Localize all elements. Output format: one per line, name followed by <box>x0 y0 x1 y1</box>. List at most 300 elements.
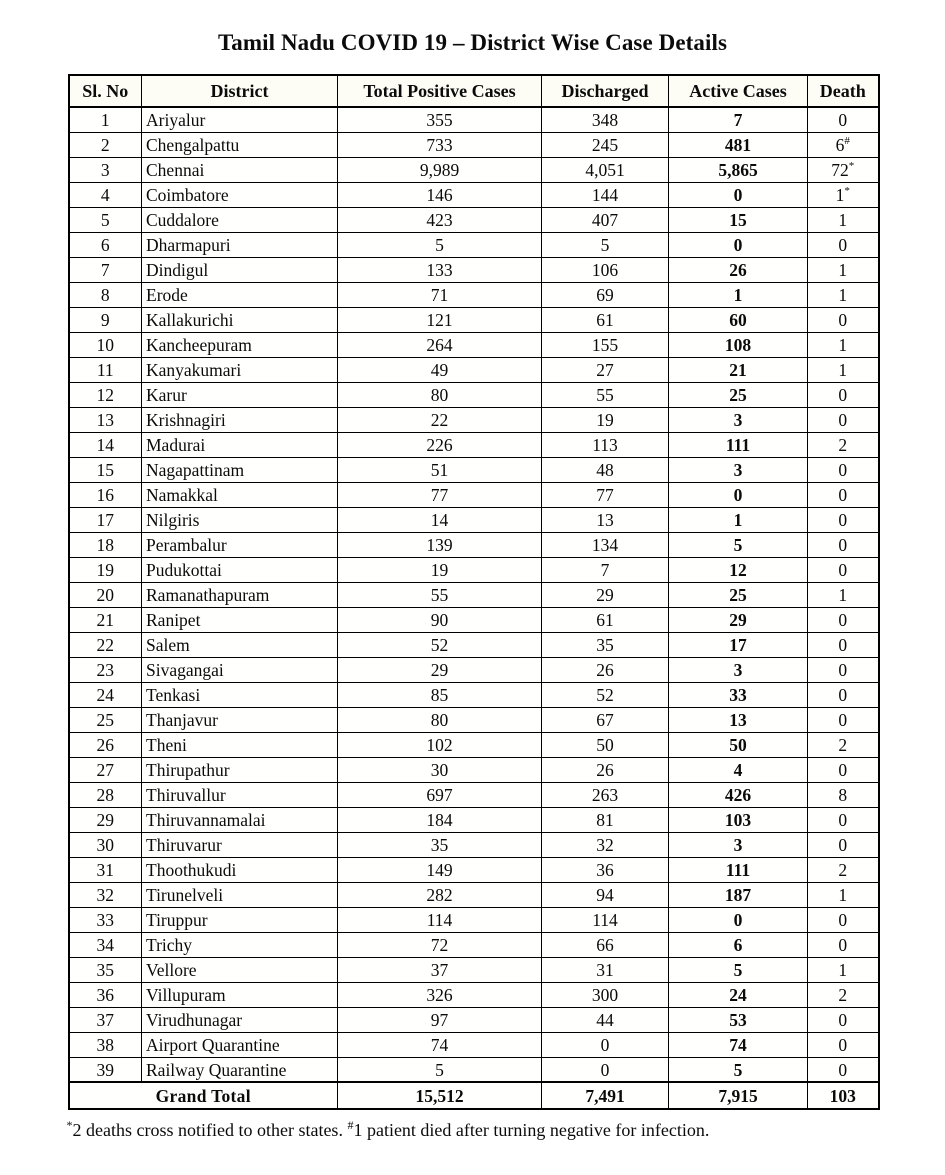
table-row <box>69 307 879 332</box>
cell-sl-no: 2 <box>69 132 142 157</box>
cell-active-cases: 21 <box>669 357 808 382</box>
cell-death <box>808 332 879 357</box>
cell-total-positive-cases: 423 <box>338 207 542 232</box>
cell-discharged: 66 <box>542 932 669 957</box>
cell-total-positive-cases: 55 <box>338 582 542 607</box>
cell-district: Madurai <box>142 432 338 457</box>
table-row <box>69 507 879 532</box>
cell-total-positive-cases: 72 <box>338 932 542 957</box>
cell-sl-no: 14 <box>69 432 142 457</box>
cell-death <box>808 782 879 807</box>
cell-total-positive-cases: 282 <box>338 882 542 907</box>
cell-death <box>808 407 879 432</box>
cell-discharged: 29 <box>542 582 669 607</box>
grand-total-row <box>69 1082 879 1109</box>
cell-total-positive-cases: 74 <box>338 1032 542 1057</box>
death-value: 0 <box>838 234 848 255</box>
cell-total-positive-cases: 30 <box>338 757 542 782</box>
cell-total-positive-cases: 264 <box>338 332 542 357</box>
table-row <box>69 707 879 732</box>
cell-district: Thanjavur <box>142 707 338 732</box>
cell-death <box>808 1007 879 1032</box>
table-row <box>69 357 879 382</box>
cell-discharged: 155 <box>542 332 669 357</box>
cell-sl-no: 27 <box>69 757 142 782</box>
table-footer <box>69 1082 879 1109</box>
table-row <box>69 657 879 682</box>
table-row <box>69 557 879 582</box>
cell-sl-no: 31 <box>69 857 142 882</box>
death-value: 0 <box>838 484 848 505</box>
death-value: 72 <box>831 159 849 180</box>
cell-death <box>808 307 879 332</box>
cell-discharged: 13 <box>542 507 669 532</box>
cell-discharged: 61 <box>542 607 669 632</box>
cell-sl-no: 15 <box>69 457 142 482</box>
cell-active-cases: 187 <box>669 882 808 907</box>
cell-discharged: 77 <box>542 482 669 507</box>
cell-active-cases: 111 <box>669 857 808 882</box>
table-row <box>69 332 879 357</box>
cell-death <box>808 132 879 157</box>
cell-discharged: 35 <box>542 632 669 657</box>
grand-total-death: 103 <box>808 1082 879 1109</box>
page-title: Tamil Nadu COVID 19 – District Wise Case Details <box>217 30 728 55</box>
cell-active-cases: 481 <box>669 132 808 157</box>
cell-district: Tiruppur <box>142 907 338 932</box>
death-value: 0 <box>838 709 848 730</box>
table-row <box>69 457 879 482</box>
cell-discharged: 81 <box>542 807 669 832</box>
grand-total-discharged: 7,491 <box>542 1082 669 1109</box>
cell-discharged: 0 <box>542 1032 669 1057</box>
cell-district: Chengalpattu <box>142 132 338 157</box>
cell-active-cases: 53 <box>669 1007 808 1032</box>
death-value: 0 <box>838 1009 848 1030</box>
cell-discharged: 5 <box>542 232 669 257</box>
cell-discharged: 26 <box>542 757 669 782</box>
cell-district: Chennai <box>142 157 338 182</box>
grand-total-total-positive: 15,512 <box>338 1082 542 1109</box>
death-value: 0 <box>838 634 848 655</box>
table-row <box>69 682 879 707</box>
cell-death <box>808 882 879 907</box>
death-value: 0 <box>838 659 848 680</box>
cell-sl-no: 8 <box>69 282 142 307</box>
death-value: 2 <box>838 859 848 880</box>
cell-active-cases: 103 <box>669 807 808 832</box>
death-footnote-marker: * <box>848 159 855 172</box>
cell-total-positive-cases: 14 <box>338 507 542 532</box>
death-value: 1 <box>838 284 848 305</box>
table-body <box>69 107 879 1082</box>
cell-total-positive-cases: 51 <box>338 457 542 482</box>
cell-death <box>808 457 879 482</box>
cell-active-cases: 3 <box>669 407 808 432</box>
cell-sl-no: 20 <box>69 582 142 607</box>
cell-sl-no: 36 <box>69 982 142 1007</box>
cell-active-cases: 12 <box>669 557 808 582</box>
table-row <box>69 932 879 957</box>
cell-sl-no: 5 <box>69 207 142 232</box>
cell-active-cases: 5 <box>669 532 808 557</box>
cell-total-positive-cases: 226 <box>338 432 542 457</box>
cell-discharged: 144 <box>542 182 669 207</box>
cell-death <box>808 707 879 732</box>
cell-total-positive-cases: 90 <box>338 607 542 632</box>
cell-discharged: 4,051 <box>542 157 669 182</box>
cell-total-positive-cases: 146 <box>338 182 542 207</box>
death-value: 0 <box>838 1034 848 1055</box>
cell-sl-no: 33 <box>69 907 142 932</box>
cell-active-cases: 1 <box>669 507 808 532</box>
table-row <box>69 157 879 182</box>
cell-district: Kancheepuram <box>142 332 338 357</box>
cell-active-cases: 3 <box>669 832 808 857</box>
cell-sl-no: 17 <box>69 507 142 532</box>
cell-sl-no: 37 <box>69 1007 142 1032</box>
cell-death <box>808 1032 879 1057</box>
cell-discharged: 94 <box>542 882 669 907</box>
cell-discharged: 113 <box>542 432 669 457</box>
cell-death <box>808 557 879 582</box>
cell-total-positive-cases: 149 <box>338 857 542 882</box>
cell-sl-no: 19 <box>69 557 142 582</box>
death-value: 1 <box>838 584 848 605</box>
grand-total-label: Grand Total <box>69 1082 338 1109</box>
cell-discharged: 32 <box>542 832 669 857</box>
cell-total-positive-cases: 733 <box>338 132 542 157</box>
cell-death <box>808 257 879 282</box>
cell-death <box>808 757 879 782</box>
cell-active-cases: 50 <box>669 732 808 757</box>
cell-district: Airport Quarantine <box>142 1032 338 1057</box>
cell-active-cases: 17 <box>669 632 808 657</box>
cell-total-positive-cases: 35 <box>338 832 542 857</box>
cell-death <box>808 932 879 957</box>
cell-death <box>808 107 879 132</box>
death-value: 0 <box>838 409 848 430</box>
table-row <box>69 232 879 257</box>
death-value: 1 <box>838 359 848 380</box>
cell-sl-no: 16 <box>69 482 142 507</box>
death-value: 6 <box>835 134 845 155</box>
cell-total-positive-cases: 102 <box>338 732 542 757</box>
cell-active-cases: 5,865 <box>669 157 808 182</box>
cell-district: Coimbatore <box>142 182 338 207</box>
death-value: 0 <box>838 309 848 330</box>
cell-total-positive-cases: 52 <box>338 632 542 657</box>
table-row <box>69 107 879 132</box>
cell-active-cases: 25 <box>669 382 808 407</box>
table-row <box>69 957 879 982</box>
cell-death <box>808 732 879 757</box>
cell-death <box>808 607 879 632</box>
cell-district: Trichy <box>142 932 338 957</box>
cell-total-positive-cases: 114 <box>338 907 542 932</box>
cell-total-positive-cases: 9,989 <box>338 157 542 182</box>
cell-district: Ariyalur <box>142 107 338 132</box>
table-row <box>69 807 879 832</box>
death-value: 0 <box>838 609 848 630</box>
cell-total-positive-cases: 97 <box>338 1007 542 1032</box>
cell-death <box>808 982 879 1007</box>
cell-discharged: 27 <box>542 357 669 382</box>
cell-discharged: 69 <box>542 282 669 307</box>
cell-death <box>808 807 879 832</box>
cell-total-positive-cases: 5 <box>338 1057 542 1082</box>
cell-discharged: 300 <box>542 982 669 1007</box>
cell-sl-no: 22 <box>69 632 142 657</box>
cell-sl-no: 12 <box>69 382 142 407</box>
death-value: 0 <box>838 509 848 530</box>
table-row <box>69 732 879 757</box>
cell-sl-no: 29 <box>69 807 142 832</box>
cell-total-positive-cases: 326 <box>338 982 542 1007</box>
cell-active-cases: 0 <box>669 482 808 507</box>
table-row <box>69 282 879 307</box>
table-row <box>69 532 879 557</box>
table-row <box>69 1057 879 1082</box>
death-value: 2 <box>838 984 848 1005</box>
cell-sl-no: 6 <box>69 232 142 257</box>
death-footnote-marker: * <box>844 184 850 197</box>
cell-district: Kallakurichi <box>142 307 338 332</box>
cell-death <box>808 507 879 532</box>
cell-active-cases: 5 <box>669 1057 808 1082</box>
table-row <box>69 182 879 207</box>
cell-discharged: 0 <box>542 1057 669 1082</box>
table-header-row <box>69 75 879 107</box>
death-value: 0 <box>838 110 848 130</box>
cell-active-cases: 6 <box>669 932 808 957</box>
table-row <box>69 757 879 782</box>
cell-district: Thiruvarur <box>142 832 338 857</box>
cell-sl-no: 18 <box>69 532 142 557</box>
cell-district: Nilgiris <box>142 507 338 532</box>
cell-death <box>808 957 879 982</box>
table-row <box>69 482 879 507</box>
cell-total-positive-cases: 133 <box>338 257 542 282</box>
table-row <box>69 857 879 882</box>
death-value: 0 <box>838 459 848 480</box>
cell-active-cases: 3 <box>669 657 808 682</box>
footnote-star-text: 2 deaths cross notified to other states. <box>72 1120 348 1141</box>
cell-district: Dharmapuri <box>142 232 338 257</box>
cell-active-cases: 1 <box>669 282 808 307</box>
cell-discharged: 263 <box>542 782 669 807</box>
cell-active-cases: 15 <box>669 207 808 232</box>
cell-total-positive-cases: 37 <box>338 957 542 982</box>
footnote-star-marker: * <box>66 1118 73 1133</box>
column-header-sl-no: Sl. No <box>69 75 142 107</box>
cell-discharged: 407 <box>542 207 669 232</box>
cell-active-cases: 26 <box>669 257 808 282</box>
cell-death <box>808 857 879 882</box>
cell-discharged: 7 <box>542 557 669 582</box>
cell-sl-no: 35 <box>69 957 142 982</box>
death-value: 0 <box>838 1059 848 1080</box>
table-row <box>69 582 879 607</box>
cell-district: Perambalur <box>142 532 338 557</box>
cell-district: Dindigul <box>142 257 338 282</box>
death-value: 1 <box>838 884 848 905</box>
cell-district: Tenkasi <box>142 682 338 707</box>
cell-discharged: 245 <box>542 132 669 157</box>
table-header <box>69 75 879 107</box>
death-value: 0 <box>838 534 848 555</box>
cell-discharged: 44 <box>542 1007 669 1032</box>
column-header-active-cases: Active Cases <box>669 75 808 107</box>
table-row <box>69 632 879 657</box>
death-value: 0 <box>838 809 848 830</box>
death-value: 0 <box>838 384 848 405</box>
cell-sl-no: 32 <box>69 882 142 907</box>
cell-total-positive-cases: 121 <box>338 307 542 332</box>
table-row <box>69 432 879 457</box>
cell-death <box>808 432 879 457</box>
cell-district: Thirupathur <box>142 757 338 782</box>
cell-discharged: 348 <box>542 107 669 132</box>
column-header-district: District <box>142 75 338 107</box>
death-value: 1 <box>835 184 845 205</box>
cell-death <box>808 582 879 607</box>
cell-total-positive-cases: 49 <box>338 357 542 382</box>
table-row <box>69 607 879 632</box>
cell-active-cases: 29 <box>669 607 808 632</box>
cell-district: Pudukottai <box>142 557 338 582</box>
cell-sl-no: 26 <box>69 732 142 757</box>
table-row <box>69 882 879 907</box>
cell-district: Thoothukudi <box>142 857 338 882</box>
cell-sl-no: 3 <box>69 157 142 182</box>
cell-total-positive-cases: 71 <box>338 282 542 307</box>
cell-district: Krishnagiri <box>142 407 338 432</box>
cell-active-cases: 0 <box>669 182 808 207</box>
cell-death <box>808 207 879 232</box>
table-row <box>69 1032 879 1057</box>
cell-discharged: 61 <box>542 307 669 332</box>
cell-active-cases: 0 <box>669 907 808 932</box>
cell-discharged: 106 <box>542 257 669 282</box>
cell-active-cases: 24 <box>669 982 808 1007</box>
cell-district: Railway Quarantine <box>142 1057 338 1082</box>
cell-active-cases: 4 <box>669 757 808 782</box>
cell-sl-no: 7 <box>69 257 142 282</box>
cell-total-positive-cases: 697 <box>338 782 542 807</box>
cell-district: Virudhunagar <box>142 1007 338 1032</box>
cell-active-cases: 426 <box>669 782 808 807</box>
cell-sl-no: 25 <box>69 707 142 732</box>
cell-discharged: 55 <box>542 382 669 407</box>
cell-sl-no: 21 <box>69 607 142 632</box>
cell-death <box>808 382 879 407</box>
cell-active-cases: 13 <box>669 707 808 732</box>
column-header-total-positive-cases: Total Positive Cases <box>338 75 542 107</box>
cell-total-positive-cases: 22 <box>338 407 542 432</box>
cell-discharged: 31 <box>542 957 669 982</box>
cell-active-cases: 33 <box>669 682 808 707</box>
cell-district: Salem <box>142 632 338 657</box>
cell-death <box>808 482 879 507</box>
cell-death <box>808 532 879 557</box>
cell-district: Ramanathapuram <box>142 582 338 607</box>
death-value: 2 <box>838 434 848 455</box>
cell-death <box>808 682 879 707</box>
table-row <box>69 832 879 857</box>
cell-sl-no: 10 <box>69 332 142 357</box>
cell-total-positive-cases: 19 <box>338 557 542 582</box>
cell-death <box>808 632 879 657</box>
cell-total-positive-cases: 184 <box>338 807 542 832</box>
death-footnote-marker: # <box>844 134 850 147</box>
death-value: 0 <box>838 684 848 705</box>
table-row <box>69 207 879 232</box>
cell-discharged: 114 <box>542 907 669 932</box>
cell-district: Karur <box>142 382 338 407</box>
table-container <box>68 74 878 1110</box>
cell-total-positive-cases: 355 <box>338 107 542 132</box>
cell-district: Thiruvannamalai <box>142 807 338 832</box>
cell-sl-no: 4 <box>69 182 142 207</box>
cell-active-cases: 74 <box>669 1032 808 1057</box>
cell-sl-no: 30 <box>69 832 142 857</box>
cell-active-cases: 5 <box>669 957 808 982</box>
cell-district: Vellore <box>142 957 338 982</box>
death-value: 2 <box>838 734 848 755</box>
cell-death <box>808 357 879 382</box>
cell-sl-no: 34 <box>69 932 142 957</box>
cell-district: Sivagangai <box>142 657 338 682</box>
cell-district: Namakkal <box>142 482 338 507</box>
table-row <box>69 132 879 157</box>
cell-district: Villupuram <box>142 982 338 1007</box>
cell-discharged: 36 <box>542 857 669 882</box>
cell-total-positive-cases: 77 <box>338 482 542 507</box>
cell-sl-no: 24 <box>69 682 142 707</box>
cell-active-cases: 3 <box>669 457 808 482</box>
footnote-hash-marker: # <box>347 1118 354 1133</box>
table-row <box>69 407 879 432</box>
cell-district: Kanyakumari <box>142 357 338 382</box>
table-row <box>69 982 879 1007</box>
cell-death <box>808 182 879 207</box>
cell-total-positive-cases: 5 <box>338 232 542 257</box>
death-value: 0 <box>838 559 848 580</box>
cell-district: Ranipet <box>142 607 338 632</box>
death-value: 1 <box>838 259 848 280</box>
cell-district: Nagapattinam <box>142 457 338 482</box>
cell-discharged: 67 <box>542 707 669 732</box>
grand-total-active: 7,915 <box>669 1082 808 1109</box>
death-value: 0 <box>838 834 848 855</box>
death-value: 0 <box>838 759 848 780</box>
cell-sl-no: 39 <box>69 1057 142 1082</box>
cell-discharged: 19 <box>542 407 669 432</box>
cell-active-cases: 60 <box>669 307 808 332</box>
cell-total-positive-cases: 139 <box>338 532 542 557</box>
death-value: 0 <box>838 934 848 955</box>
table-row <box>69 782 879 807</box>
cell-district: Erode <box>142 282 338 307</box>
cell-sl-no: 38 <box>69 1032 142 1057</box>
cell-death <box>808 1057 879 1082</box>
footnote <box>63 1119 883 1143</box>
death-value: 1 <box>838 959 848 980</box>
cell-sl-no: 1 <box>69 107 142 132</box>
cell-active-cases: 111 <box>669 432 808 457</box>
cell-district: Cuddalore <box>142 207 338 232</box>
